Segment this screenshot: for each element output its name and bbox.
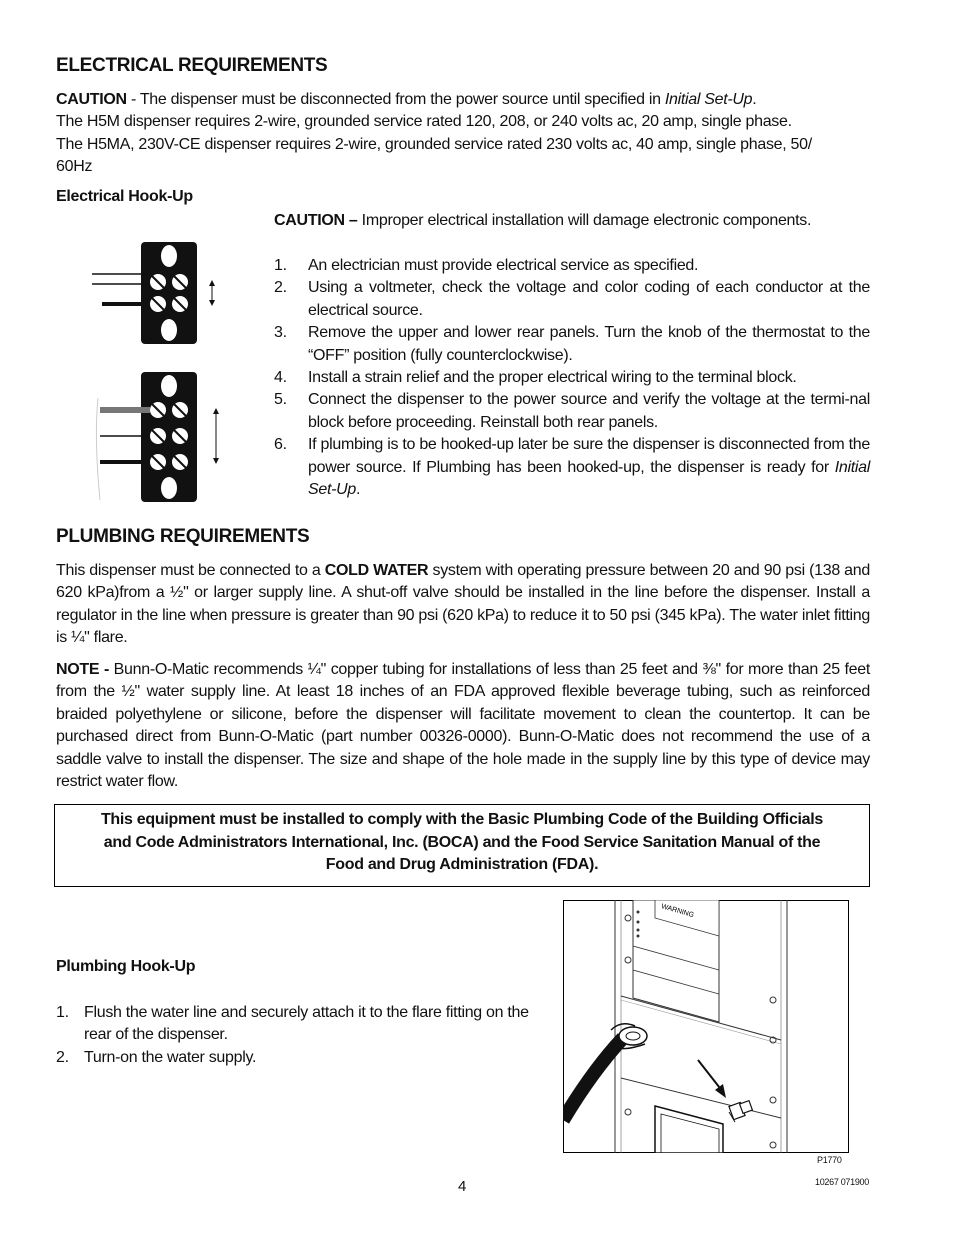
h5m-requirement: The H5M dispenser requires 2-wire, grounded service rated 120, 208, or 240 volts ac, 20 amp, single phase. (56, 113, 792, 131)
caution-end: . (752, 91, 757, 108)
step-italic: Initial Set-Up (308, 458, 870, 499)
step-number: 3. (274, 324, 287, 342)
warning-label-text: WARNING (660, 903, 695, 920)
note-text: Bunn-O-Matic recommends ¼" copper tubing for installations of less than 25 feet and ⅜" for more than 25 feet from the ½" water supply line. At least 18 inches of an FDA approved flexible beverage tubing, such as reinforced braided polyethylene or silicone, before the dispenser will facilitate movement to clean the countertop. It can be purchased direct from Bunn-O-Matic (part number 00326-0000). Bunn-O-Matic does not recommend the use of a saddle valve to install the dispenser. The size and shape of the hole made in the supply line by this type of device may restrict water flow. (56, 661, 870, 791)
step-number: 1. (56, 1004, 69, 1021)
plumbing-step-1 (56, 1002, 546, 1047)
hookup-caution-label: CAUTION – (274, 212, 358, 229)
plumbing-step-2 (56, 1047, 546, 1069)
cold-water-label: COLD WATER (324, 562, 429, 579)
hookup-steps (274, 255, 870, 501)
terminal-block-bottom (96, 372, 219, 502)
terminal-block-top (92, 242, 215, 344)
step-text: Turn-on the water supply. (84, 1048, 257, 1066)
code-compliance-box (54, 804, 870, 887)
hookup-step-5 (274, 389, 870, 434)
note-label: NOTE - (56, 661, 109, 678)
step-number: 6. (274, 436, 287, 454)
hookup-caution (274, 210, 870, 232)
caution-label: CAUTION (56, 91, 127, 108)
step-end: . (356, 481, 361, 499)
step-text: Remove the upper and lower rear panels. Turn the knob of the thermostat to the “OFF” position (fully counterclockwise). (308, 324, 870, 364)
h5ma-requirement-cont: 60Hz (56, 158, 93, 176)
h5ma-requirement: The H5MA, 230V-CE dispenser requires 2-wire, grounded service rated 230 volts ac, 40 amp, single phase, 50/ (56, 135, 812, 153)
terminal-block-diagram (92, 238, 232, 508)
step-text: Flush the water line and securely attach it to the flare fitting on the rear of the dispenser. (84, 1004, 529, 1044)
step-number: 5. (274, 391, 287, 409)
hookup-step-2 (274, 277, 870, 322)
hookup-step-6 (274, 434, 870, 501)
electrical-heading: ELECTRICAL REQUIREMENTS (56, 55, 328, 76)
dispenser-rear-figure (563, 900, 849, 1153)
caution-text: - The dispenser must be disconnected from the power source until specified in (126, 91, 665, 108)
page-number: 4 (458, 1178, 467, 1195)
plumbing-heading: PLUMBING REQUIREMENTS (56, 526, 310, 547)
compliance-text: This equipment must be installed to comply with the Basic Plumbing Code of the Building Officials and Code Administrators International, Inc. (BOCA) and the Food Service Sanitation Manual of the Food and Drug Administration (FDA). (100, 811, 824, 873)
plumbing-text: This dispenser must be connected to a (56, 562, 325, 579)
hookup-caution-text: Improper electrical installation will damage electronic components. (357, 212, 812, 229)
step-number: 1. (274, 257, 287, 274)
plumbing-paragraph (56, 560, 870, 650)
plumbing-note (56, 659, 870, 793)
step-text: Connect the dispenser to the power source and verify the voltage at the termi-nal block before proceeding. Reinstall both rear panels. (308, 391, 870, 431)
electrical-hookup-heading: Electrical Hook-Up (56, 188, 193, 205)
electrical-intro (56, 89, 886, 179)
document-code: 10267 071900 (815, 1177, 869, 1187)
plumbing-hookup-steps (56, 1002, 546, 1069)
step-number: 4. (274, 369, 287, 387)
step-text: Using a voltmeter, check the voltage and color coding of each conductor at the electrical source. (308, 279, 870, 319)
plumbing-text-cont: system with operating pressure between 20 and 90 psi (138 and 620 kPa)from a ½" or larger supply line. A shut-off valve should be installed in the line before the dispenser. Install a regulator in the line when pressure is greater than 90 psi (620 kPa) to reduce it to 50 psi (345 kPa). The water inlet fitting is ¼" flare. (56, 562, 870, 647)
step-number: 2. (56, 1048, 69, 1066)
hookup-step-3 (274, 322, 870, 367)
caution-italic: Initial Set-Up (664, 91, 753, 108)
step-text: If plumbing is to be hooked-up later be sure the dispenser is disconnected from the power source. If Plumbing has been hooked-up, the dispenser is ready for (308, 436, 870, 476)
step-text: Install a strain relief and the proper electrical wiring to the terminal block. (308, 369, 797, 387)
step-number: 2. (274, 279, 287, 297)
step-text: An electrician must provide electrical service as specified. (308, 257, 699, 274)
hookup-step-1 (274, 255, 870, 277)
caution-line (56, 89, 886, 111)
plumbing-hookup-heading: Plumbing Hook-Up (56, 958, 196, 975)
figure-caption: P1770 (817, 1155, 842, 1165)
hookup-step-4 (274, 367, 870, 389)
